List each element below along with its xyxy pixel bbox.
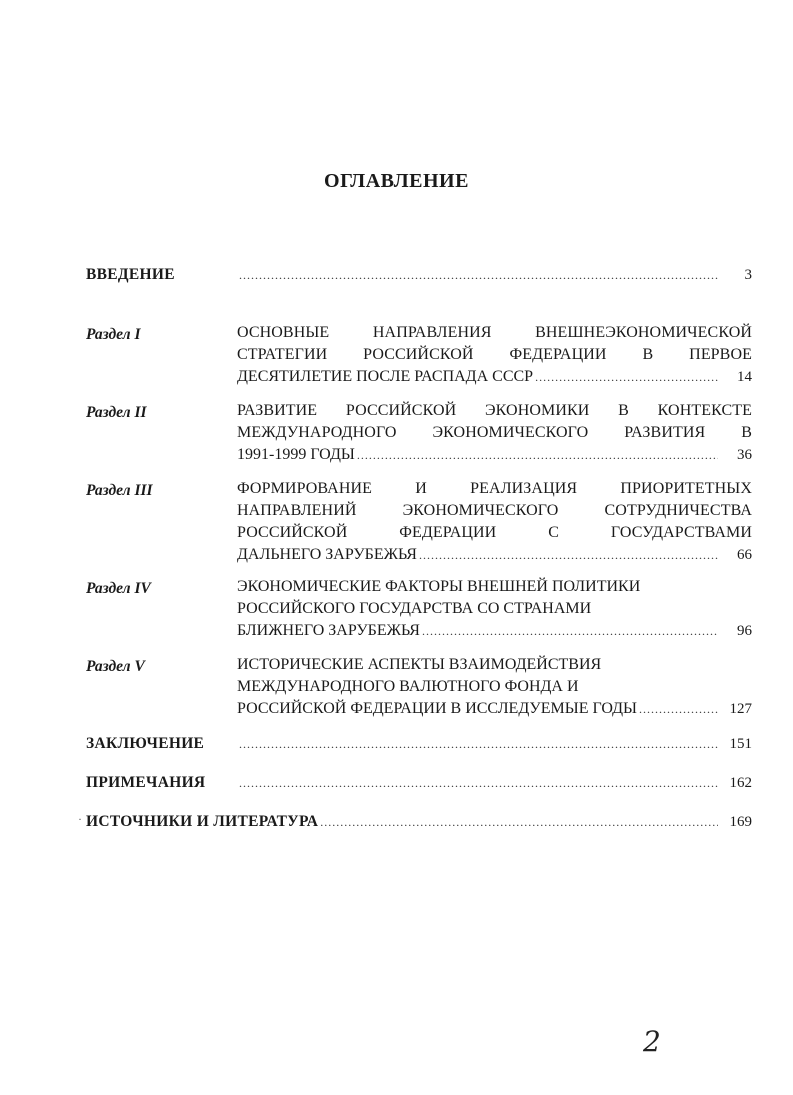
toc-text-line: МЕЖДУНАРОДНОГО ЭКОНОМИЧЕСКОГО РАЗВИТИЯ В bbox=[237, 424, 752, 441]
toc-label: ЗАКЛЮЧЕНИЕ bbox=[86, 735, 205, 752]
toc-page-number: 3 bbox=[744, 267, 752, 283]
dot-leader bbox=[357, 444, 718, 466]
toc-page-number: 96 bbox=[737, 623, 752, 639]
toc-label: ИСТОЧНИКИ И ЛИТЕРАТУРА bbox=[86, 813, 319, 830]
dot-leader bbox=[239, 733, 718, 755]
toc-line-with-page bbox=[237, 772, 752, 794]
toc-label: ВВЕДЕНИЕ bbox=[86, 266, 175, 283]
toc-label: Раздел IV bbox=[86, 580, 151, 597]
toc-page-number: 162 bbox=[729, 775, 752, 791]
toc-text-line: ДАЛЬНЕГО ЗАРУБЕЖЬЯ bbox=[237, 546, 417, 563]
toc-text-line: 1991-1999 ГОДЫ bbox=[237, 446, 355, 463]
toc-text-line: РОССИЙСКОГО ГОСУДАРСТВА СО СТРАНАМИ bbox=[237, 600, 592, 617]
toc-line-with-page bbox=[237, 264, 752, 286]
toc-line-with-page bbox=[237, 544, 752, 566]
toc-text-line: ИСТОРИЧЕСКИЕ АСПЕКТЫ ВЗАИМОДЕЙСТВИЯ bbox=[237, 656, 602, 673]
dot-leader bbox=[639, 698, 718, 720]
toc-text-line: МЕЖДУНАРОДНОГО ВАЛЮТНОГО ФОНДА И bbox=[237, 678, 579, 695]
dot-leader bbox=[239, 772, 718, 794]
toc-label: ПРИМЕЧАНИЯ bbox=[86, 774, 206, 791]
toc-text-line: ЭКОНОМИЧЕСКИЕ ФАКТОРЫ ВНЕШНЕЙ ПОЛИТИКИ bbox=[237, 578, 641, 595]
page-title: ОГЛАВЛЕНИЕ bbox=[324, 170, 469, 192]
toc-line-with-page bbox=[86, 811, 752, 833]
toc-text-line: ФОРМИРОВАНИЕ И РЕАЛИЗАЦИЯ ПРИОРИТЕТНЫХ bbox=[237, 480, 752, 497]
toc-page-number: 66 bbox=[737, 547, 752, 563]
toc-text-line: РАЗВИТИЕ РОССИЙСКОЙ ЭКОНОМИКИ В КОНТЕКСТЕ bbox=[237, 402, 752, 419]
toc-text-line: РОССИЙСКОЙ ФЕДЕРАЦИИ С ГОСУДАРСТВАМИ bbox=[237, 524, 752, 541]
toc-page-number: 14 bbox=[737, 369, 752, 385]
toc-text-line: БЛИЖНЕГО ЗАРУБЕЖЬЯ bbox=[237, 622, 420, 639]
toc-line-with-page bbox=[237, 444, 752, 466]
dot-leader bbox=[419, 544, 718, 566]
dot-leader bbox=[239, 264, 718, 286]
toc-line-with-page bbox=[237, 620, 752, 642]
toc-page-number: 36 bbox=[737, 447, 752, 463]
handwritten-page-number: 2 bbox=[643, 1025, 661, 1058]
toc-line-with-page bbox=[237, 698, 752, 720]
toc-page-number: 127 bbox=[729, 701, 752, 717]
dot-leader bbox=[422, 620, 718, 642]
toc-text-line: НАПРАВЛЕНИЙ ЭКОНОМИЧЕСКОГО СОТРУДНИЧЕСТВА bbox=[237, 502, 752, 519]
toc-line-with-page bbox=[237, 733, 752, 755]
toc-label: Раздел V bbox=[86, 658, 145, 675]
toc-text-line: СТРАТЕГИИ РОССИЙСКОЙ ФЕДЕРАЦИИ В ПЕРВОЕ bbox=[237, 346, 752, 363]
toc-page-number: 169 bbox=[729, 814, 752, 830]
dot-leader bbox=[320, 811, 718, 833]
toc-page-number: 151 bbox=[729, 736, 752, 752]
toc-text-line: ДЕСЯТИЛЕТИЕ ПОСЛЕ РАСПАДА СССР bbox=[237, 368, 534, 385]
toc-label: Раздел III bbox=[86, 482, 153, 499]
toc-label: Раздел II bbox=[86, 404, 147, 421]
toc-label: Раздел I bbox=[86, 326, 141, 343]
dot-leader bbox=[535, 366, 718, 388]
toc-text-line: РОССИЙСКОЙ ФЕДЕРАЦИИ В ИССЛЕДУЕМЫЕ ГОДЫ bbox=[237, 700, 637, 717]
scan-speck: · bbox=[78, 812, 82, 826]
toc-line-with-page bbox=[237, 366, 752, 388]
toc-text-line: ОСНОВНЫЕ НАПРАВЛЕНИЯ ВНЕШНЕЭКОНОМИЧЕСКОЙ bbox=[237, 324, 752, 341]
